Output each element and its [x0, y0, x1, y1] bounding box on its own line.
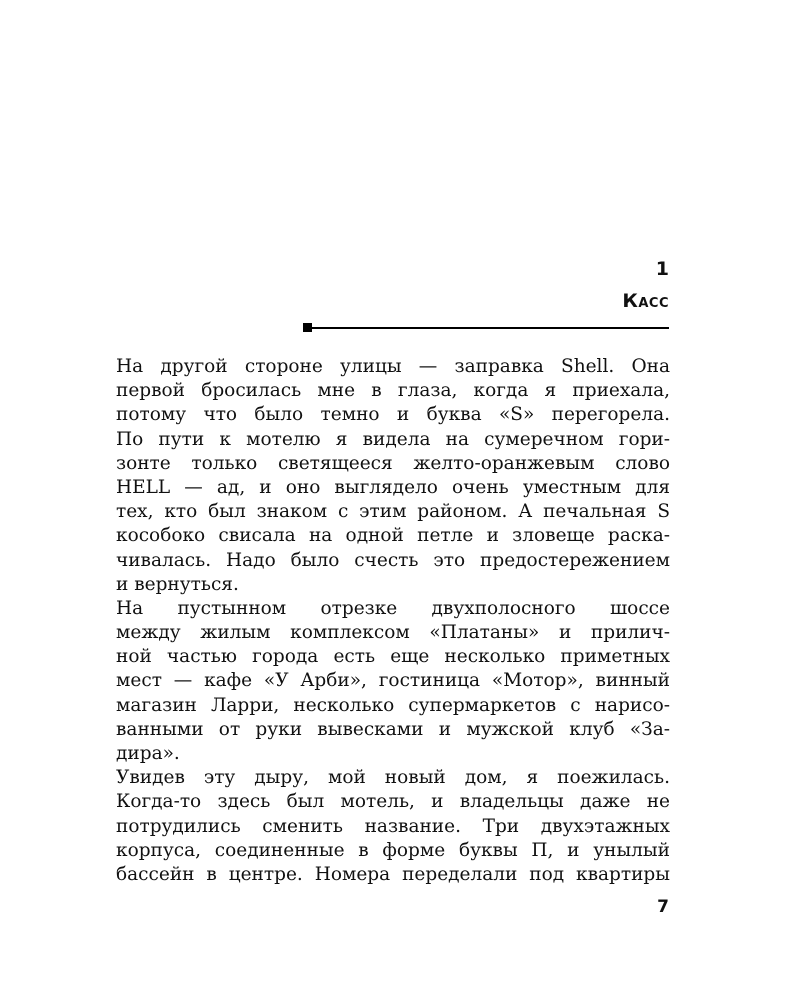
text-line: бассейн в центре. Номера переделали под квартиры	[116, 863, 670, 885]
text-line: ной частью города есть еще несколько приметных	[116, 646, 670, 668]
text-line: ванными от руки вывесками и мужской клуб «За-	[116, 718, 670, 740]
text-line: кособоко свисала на одной петле и зловеще раска-	[116, 525, 670, 547]
text-line: дира».	[116, 743, 180, 764]
text-line: магазин Ларри, несколько супермаркетов с нарисо-	[116, 694, 670, 716]
text-line: Увидев эту дыру, мой новый дом, я поежилась.	[116, 767, 670, 789]
page-number: 7	[657, 897, 669, 917]
text-line: На другой стороне улицы — заправка Shell. Она	[116, 356, 670, 377]
divider-square-ornament	[303, 323, 312, 332]
body-text	[116, 355, 670, 887]
text-line: первой бросилась мне в глаза, когда я приехала,	[116, 380, 670, 402]
text-line: потрудились сменить название. Три двухэтажных	[116, 815, 670, 837]
text-line: зонте только светящееся желто-оранжевым слово	[116, 452, 670, 474]
chapter-number: 1	[655, 258, 669, 280]
text-line: На пустынном отрезке двухполосного шоссе	[116, 597, 670, 619]
chapter-divider	[303, 323, 669, 333]
text-line: Когда-то здесь был мотель, и владельцы даже не	[116, 791, 670, 813]
chapter-title: Касс	[622, 290, 669, 312]
text-line: потому что было темно и буква «S» перегорела.	[116, 404, 670, 426]
text-line: По пути к мотелю я видела на сумеречном гори-	[116, 428, 670, 450]
text-line: между жилым комплексом «Платаны» и прилич-	[116, 622, 670, 644]
text-line: тех, кто был знаком с этим районом. А печальная S	[116, 501, 670, 523]
text-line: корпуса, соединенные в форме буквы П, и унылый	[116, 839, 670, 861]
text-line: чивалась. Надо было счесть это предостережением	[116, 549, 670, 571]
divider-line	[312, 327, 669, 329]
text-line: мест — кафе «У Арби», гостиница «Мотор», винный	[116, 670, 670, 692]
text-line: и вернуться.	[116, 573, 239, 595]
text-line: HELL — ад, и оно выглядело очень уместным для	[116, 476, 670, 498]
